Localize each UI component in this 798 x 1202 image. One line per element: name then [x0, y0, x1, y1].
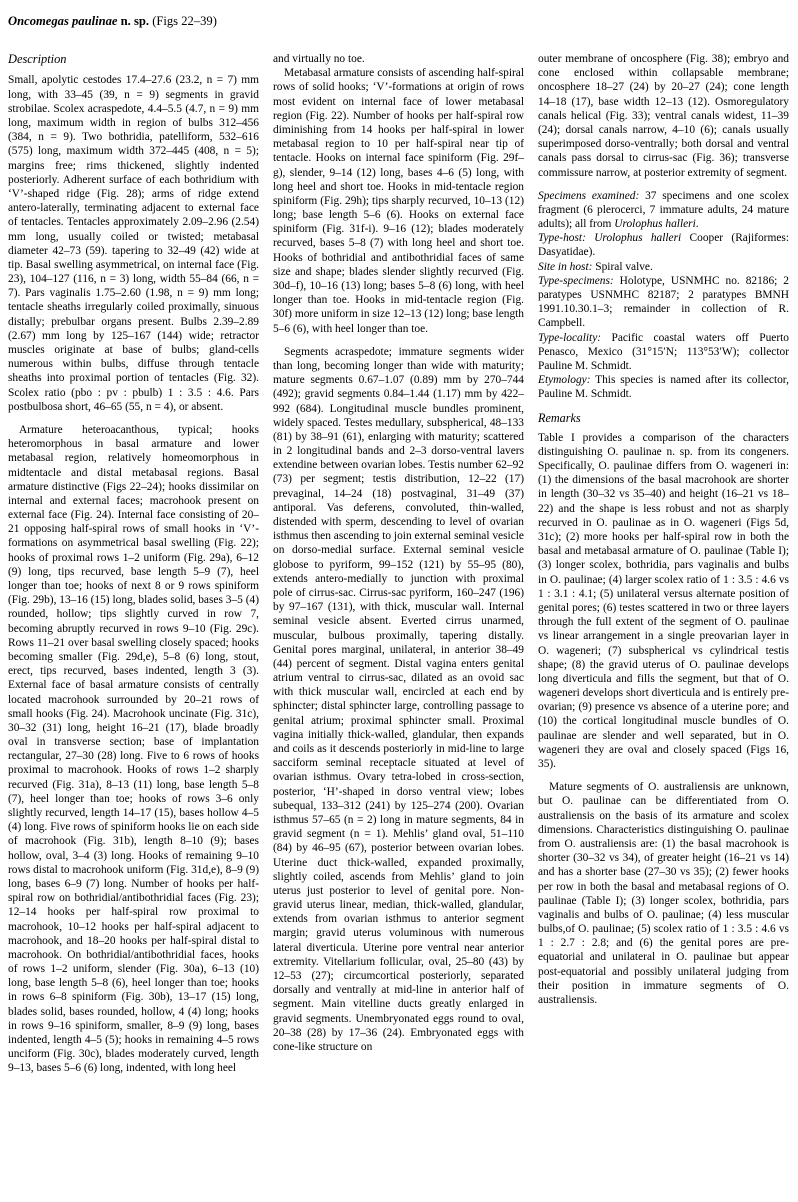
paragraph: and virtually no toe. — [273, 53, 365, 65]
paragraph: Metabasal armature consists of ascending half-spiral rows of solid hooks; ‘V’-formations at origin of rows most evident on internal face of lower metabasal region (Fig. 22). Number of hooks per half-spiral row diminishing from 14 hooks per half-spiral in lower metabasal region to 10 per half-spiral near tip of tentacle. Hooks on internal face spiniform (Fig. 29f–g), slender, 9–14 (12) long, bases 4–6 (5) long, with long heel and short toe. Hooks in mid-tentacle region spiniform (Fig. 29h); tips sharply recurved, 10–13 (12) long; base length 5–6 (6). Hooks on external face spiniform (Fig. 31f-i). 9–16 (12); blades moderately recurved, bases 5–8 (7) with long heel and short toe. Hooks of bothridial and antibothridial faces of same size and shape; blades slender slightly recurved (Fig. 30d–f), 10–16 (13) long; bases 5–8 (6) long, with heel longer than toe. Hooks in mid-tentacle region (Fig. 30f) more uniform in size 12–13 (12) long; base length 5–6 (6), with heel longer than toe. — [273, 67, 524, 335]
type-specimens-text: Holotype, USNMHC no. 82186; 2 paratypes USNMHC 82187; 2 paratypes BMNH 1991.10.30.1–3; remainder in collection of R. Campbell. — [538, 274, 789, 330]
site-in-host — [538, 260, 789, 274]
type-host-label: Type-host: — [538, 232, 586, 245]
body-columns — [8, 52, 790, 1197]
column-1 — [8, 52, 259, 1197]
paragraph: Mature segments of O. australiensis are unknown, but O. paulinae can be differentiated from O. australiensis on the basis of its armature and scolex dimensions. Characteristics distinguishing O. paulinae from O. australiensis are: (1) the basal macrohook is shorter (30–32 vs 34), of greater height (16–21 vs 14) and has a shorter base (27–30 vs 35); (2) fewer hooks per row in both the basal and metabasal regions of O. paulinae (Table I); (3) longer scolex, bothridia, pars vaginalis and bulbs of O. paulinae; (4) less muscular bulbs,of O. paulinae; (5) scolex ratio of 1 : 3.5 : 4.6 vs 1 : 2.7 : 2.8; and (6) the genital pores are pre-equatorial and unilateral in O. paulinae but appear post-equatorial and possibly unilateral judging from their position in immature segments of O. australiensis. — [538, 781, 789, 1006]
species-authority: n. sp. — [120, 14, 150, 28]
type-specimens — [538, 274, 789, 331]
specimens-examined-end: . — [695, 218, 699, 231]
column-3 — [538, 52, 789, 1197]
paragraph: Segments acraspedote; immature segments wider than long, becoming longer than wide with maturity; mature segments 0.67–1.07 (0.89) mm by 270–744 (492); gravid segments 0.84–1.44 (1.17) mm by 422–992 (684). Longitudinal muscle bundles prominent, widely spaced. Testes medullary, subspherical, 48–133 (81) by 38–91 (61), enlarging with maturity; scattered in 2 longitudinal bands and 2–3 dorso-ventral lavers extendine between ovarian lobes. Testis number 62–92 (73) per segment; testis distribution, 12–22 (17) prevaginal, 14–24 (18) postvaginal, 31–49 (37) antiporal. Vas deferens, convoluted, thin-walled, distended with sperm, descending to level of ovarian isthmus then ascending to join external seminal vesicle on dorso-medial surface. External seminal vesicle globose to pyriform, 99–152 (121) by 55–95 (80), extends antero-medially to junction with proximal pole of cirrus-sac. Cirrus-sac pyriform, 160–247 (196) by 97–167 (131), with thick, muscular wall. Internal seminal vesicle absent. Everted cirrus unarmed, muscular, bulbous proximally, tapering distally. Genital pores marginal, unilateral, in anterior 38–49 (44) percent of segment. Distal vagina enters genital atrium ventral to cirrus-sac, dilated as an ovoid sac with thick muscular wall, encircled at each end by sphincter; distal sphincter large, controlling passage to genital atrium; proximal sphincter small. Proximal vagina initially thick-walled, glandular, then expands and coils as it descends posteriorly in mid-line to large sacciform seminal receptacle situated at level of ovarian isthmus. Ovary tetra-lobed in cross-section, posterior, ‘H’-shaped in dorso ventral view; lobes subequal, 133–312 (241) by 125–274 (200). Ovarian isthmus 57–65 (n = 2) long in mature segments, 84 in gravid segment (n = 1). Mehlis’ gland oval, 51–110 (84) by 46–95 (67), posterior between ovarian lobes. Uterine duct thick-walled, expanded proximally, slightly coiled, ascends from Mehlis’ gland to join uterus just posterior to level of genital pore. Non-gravid uterus linear, median, thick-walled, glandular, extends from ovarian isthmus to anterior segment margin; gravid uterus voluminous with numerous lateral diverticula. Uterine pore ventral near anterior extremity. Vitellarium follicular, oval, 25–80 (43) by 12–53 (27); circumcortical posteriorly, separated dorsally and ventrally at mid-line in anterior half of segment. Main vitelline ducts greatly enlarged in gravid segments. Unembryonated eggs round to oval, 20–38 (28) by 17–36 (24). Embryonated eggs with cone-like structure on — [273, 345, 524, 1053]
section-heading-remarks: Remarks — [538, 410, 581, 425]
specimens-examined-label: Specimens examined: — [538, 189, 640, 202]
specimens-host-name: Urolophus halleri — [614, 218, 696, 231]
type-specimens-label: Type-specimens: — [538, 274, 614, 287]
page-title — [8, 14, 217, 29]
type-host-text: Cooper (Rajiformes: Dasyatidae). — [538, 232, 789, 259]
paragraph: Armature heteroacanthous, typical; hooks heteromorphous in basal armature and lower metabasal region, relatively homeomorphous in midtentacle and distal metabasal regions. Basal armature distinctive (Figs 22–24); hooks dissimilar on internal and external faces; macrohook present on external face (Fig. 24). Internal face consisting of 20–21 opposing half-spiral rows of small hooks in ‘V’-formations on asymmetrical basal swelling (Fig. 22); hooks of proximal rows 1–2 uniform (Fig. 29a), 6–12 (9) long, tips recurved, base length 5–9 (7), heel longer than toe; hooks of next 8 or 9 rows spiniform (Fig. 29b), 13–16 (15) long, blades solid, bases 3–5 (4) rounded, hollow; tips slightly curved in row 7, becoming abruptly recurved in rows 9–10 (Fig. 29c). Rows 11–21 over basal swelling closely spaced; hooks becoming smaller (Fig. 29d,e), 5–8 (6) long, stout, erect, tips recurved, bases indented, length 3 (3). External face of basal armature consists of centrally located macrohook surrounded by 20–21 rows of small hooks (Fig. 24). Macrohook uncinate (Fig. 31c), 30–32 (31) long, height 16–21 (17), blade broadly oval in transverse section; base of implantation rectangular, 27–30 (28) long. Five to 6 rows of hooks proximal to macrohook. Hooks of rows 1–2 sharply recurved (Fig. 31a), 8–13 (11) long, base length 5–8 (7), heel longer than toe; hooks of rows 3–6 only slightly recurved, length 14–17 (15), bases hollow 4–5 (4) long. Five rows of spiniform hooks lie on each side of macrohook (Fig. 31b), length 8–10 (9); bases hollow, oval, 3–4 (3) long. Hooks of remaining 9–10 rows distal to macrohook uniform (Fig. 31d,e), 8–9 (9) long, bases 6–9 (7) long. Number of hooks per half-spiral row on bothridial/antibothridial faces (Fig. 23); 12–14 hooks per half-spiral row proximal to macrohook, 10–12 hooks per half-spiral adjacent to macrohook, and 18–20 hooks per half-spiral distal to macrohook. On bothridial/antibothridial faces, hooks of rows 1–2 uniform, slender (Fig. 30a), 6–13 (10) long, base length 5–8 (6), heel longer than toe; hooks in rows 6–8 spiniform (Fig. 30b), 13–17 (15) long, blades solid, bases rounded, hollow, 4 (4) long; hooks in rows 9–16 spiniform, smaller, 8–9 (9) long, bases indented, length 4–5 (5); hooks in remaining 4–5 rows unciform (Fig. 30c), blades moderately curved, length 9–13, bases 5–6 (6) long, indented, with long heel — [8, 423, 259, 1075]
site-in-host-text: Spiral valve. — [592, 260, 653, 273]
etymology-text: This species is named after its collector, Pauline M. Schmidt. — [538, 374, 789, 401]
section-heading-description: Description — [8, 52, 67, 66]
site-in-host-label: Site in host: — [538, 260, 593, 273]
specimens-examined-text: 37 specimens and one scolex fragment (6 plerocerci, 7 immature adults, 24 mature adults); all from — [538, 189, 789, 231]
paragraph: Table I provides a comparison of the characters distinguishing O. paulinae n. sp. from its congeners. Specifically, O. paulinae differs from O. wageneri in: (1) the dimensions of the basal macrohook are shorter in length (30–32 vs 35–40) and height (16–21 vs 18–22) and the shape is less robust and not as sharply recurved in O. paulinae as in O. wageneri (Figs 5d, 31c); (2) more hooks per half-spiral row in both the basal and metabasal armature of O. paulinae (Table I); (3) longer scolex, bothridia, pars vaginalis and bulbs in O. paulinae; (4) larger scolex ratio of 1 : 3.5 : 4.6 vs 1 : 3.1 : 4.1; (5) unilateral versus alternate position of genital pores; (6) testes scattered in two or three layers through the full extent of the segment of O. paulinae vs linear arrangement in a single preovarian layer in O. wageneri; (7) subspherical vs cylindrical testis shape; (8) the gravid uterus of O. paulinae develops long diverticula and fills the segment, but that of O. wageneri develops short diverticula and is entirely pre-ovarian; (9) presence vs absence of a uterine pore; and (10) the cortical longitudinal muscle bundles of O. paulinae are slender and well separated, but in O. wageneri they are oval and closely spaced (Figs 16, 35). — [538, 431, 789, 770]
paragraph: Small, apolytic cestodes 17.4–27.6 (23.2, n = 7) mm long, with 33–45 (39, n = 9) segments in gravid strobilae. Scolex acraspedote, 4.4–5.5 (4.7, n = 9) mm long, maximum width in region of bulbs 312–456 (384, n = 9). Two bothridia, patelliform, 532–616 (575) long, maximum width 372–445 (408, n = 5); margins free; rims thickened, slightly indented posteriorly. Adherent surface of each bothridium with ‘V’-shaped ridge (Fig. 28); arms of ridge extend antero-laterally, terminating adjacent to external face of tentacles. Tentacles approximately 2.09–2.96 (2.54) mm long, usually coiled or twisted; metabasal diameter 42–73 (59). tapering to 32–49 (42) wide at tip. Basal swelling asymmetrical, on internal face (Fig. 23), 104–127 (116, n = 3) long, width 55–84 (66, n = 7). Pars vaginalis 1.75–2.60 (1.98, n = 9) mm long; tentacle sheaths irregularly coiled proximally, sinuous distally; prebulbar organs present. Bulbs 2.39–2.89 (2.67) mm long by 125–167 (144) wide; retractor muscles originate at base of bulbs; gland-cells numerous within bulbs, diffuse through tentacle sheaths into proximal portion of tentacles (Fig. 32). Scolex ratio (pbo : pv : pbulb) 1 : 3.5 : 4.6. Pars postbulbosa short, 46–65 (55, n = 4), or absent. — [8, 74, 259, 413]
specimens-examined — [538, 189, 789, 232]
species-name: Oncomegas paulinae — [8, 14, 118, 28]
type-host — [538, 231, 789, 259]
paragraph: outer membrane of oncosphere (Fig. 38); embryo and cone enclosed within collapsable membrane; oncosphere 18–27 (24) by 20–27 (24); cone length 14–18 (17), base width 12–13 (12). Osmoregulatory canals helical (Fig. 33); ventral canals widest, 11–39 (24); dorsal canals narrow, 4–10 (6); canals usually superimposed dorso-ventrally; both dorsal and ventral canals pass dorsal to cirrus-sac (Fig. 36); transverse commissure narrow, at posterior extremity of segment. — [538, 53, 789, 179]
etymology-label: Etymology: — [538, 374, 591, 387]
type-host-name: Urolophus halleri — [594, 232, 682, 245]
type-locality — [538, 331, 789, 374]
type-locality-label: Type-locality: — [538, 331, 602, 344]
etymology — [538, 373, 789, 401]
type-locality-text: Pacific coastal waters off Puerto Penasco, Mexico (31°15′N; 113°53′W); collector Pauline M. Schmidt. — [538, 331, 789, 372]
column-2 — [273, 52, 524, 1197]
figure-reference: (Figs 22–39) — [152, 14, 217, 28]
